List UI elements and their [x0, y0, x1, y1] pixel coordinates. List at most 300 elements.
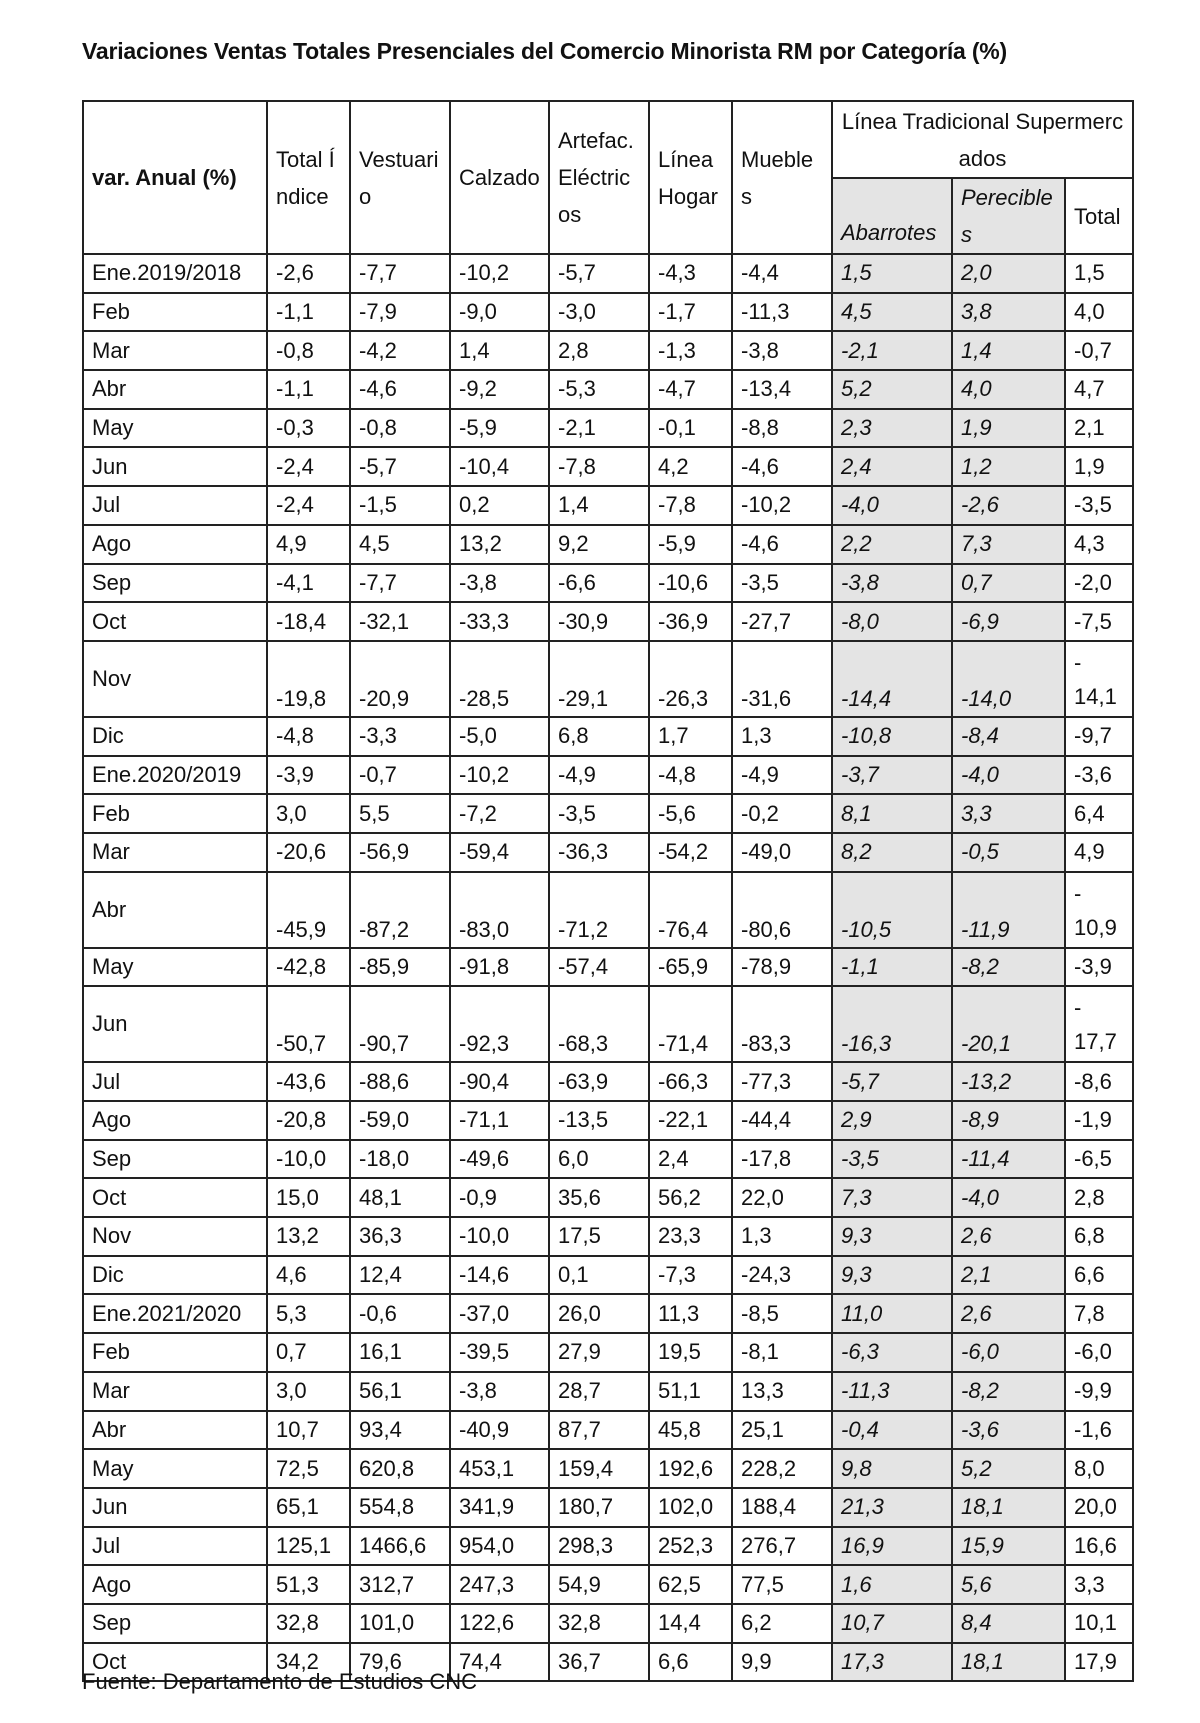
- cell-muebles: 22,0: [732, 1178, 832, 1217]
- cell-perecibles: 2,1: [952, 1256, 1065, 1295]
- cell-muebles: -4,9: [732, 756, 832, 795]
- cell-vestuario: -56,9: [350, 833, 450, 872]
- cell-calzado: -49,6: [450, 1140, 549, 1179]
- cell-calzado: -90,4: [450, 1062, 549, 1101]
- cell-artefactos: -13,5: [549, 1101, 649, 1140]
- cell-muebles: -17,8: [732, 1140, 832, 1179]
- table-row: [83, 564, 1133, 603]
- cell-linea-hogar: 2,4: [649, 1140, 732, 1179]
- table-row: [83, 1527, 1133, 1566]
- cell-total: 1,5: [1065, 254, 1133, 293]
- row-header-label: var. Anual (%): [83, 101, 267, 254]
- cell-calzado: 122,6: [450, 1604, 549, 1643]
- cell-artefactos: 28,7: [549, 1372, 649, 1411]
- cell-total-indice: 65,1: [267, 1488, 350, 1527]
- cell-perecibles: 5,2: [952, 1449, 1065, 1488]
- cell-calzado: 1,4: [450, 331, 549, 370]
- cell-total: -9,7: [1065, 717, 1133, 756]
- cell-artefactos: -63,9: [549, 1062, 649, 1101]
- row-label: Feb: [83, 794, 267, 833]
- cell-total: - 10,9: [1065, 872, 1133, 948]
- table-row: [83, 293, 1133, 332]
- table-row: [83, 331, 1133, 370]
- cell-perecibles: -11,4: [952, 1140, 1065, 1179]
- cell-vestuario: 5,5: [350, 794, 450, 833]
- cell-perecibles: 2,6: [952, 1294, 1065, 1333]
- cell-vestuario: -7,9: [350, 293, 450, 332]
- table-row: [83, 986, 1133, 1062]
- cell-perecibles: 2,6: [952, 1217, 1065, 1256]
- row-label: Ago: [83, 525, 267, 564]
- cell-abarrotes: 21,3: [832, 1488, 952, 1527]
- cell-total-indice: 0,7: [267, 1333, 350, 1372]
- cell-perecibles: 0,7: [952, 564, 1065, 603]
- cell-calzado: -5,9: [450, 409, 549, 448]
- cell-total: 4,9: [1065, 833, 1133, 872]
- cell-total: 4,3: [1065, 525, 1133, 564]
- cell-linea-hogar: 14,4: [649, 1604, 732, 1643]
- cell-perecibles: -20,1: [952, 986, 1065, 1062]
- cell-vestuario: 554,8: [350, 1488, 450, 1527]
- row-label: Sep: [83, 1604, 267, 1643]
- cell-linea-hogar: -5,6: [649, 794, 732, 833]
- cell-muebles: -24,3: [732, 1256, 832, 1295]
- cell-linea-hogar: -0,1: [649, 409, 732, 448]
- cell-artefactos: 9,2: [549, 525, 649, 564]
- cell-perecibles: -8,4: [952, 717, 1065, 756]
- row-label: Jul: [83, 486, 267, 525]
- cell-artefactos: 180,7: [549, 1488, 649, 1527]
- cell-muebles: -0,2: [732, 794, 832, 833]
- cell-artefactos: -68,3: [549, 986, 649, 1062]
- cell-linea-hogar: 56,2: [649, 1178, 732, 1217]
- cell-total-indice: -2,4: [267, 486, 350, 525]
- cell-vestuario: -0,6: [350, 1294, 450, 1333]
- cell-total-indice: 32,8: [267, 1604, 350, 1643]
- cell-abarrotes: 17,3: [832, 1643, 952, 1682]
- cell-linea-hogar: 11,3: [649, 1294, 732, 1333]
- cell-perecibles: 4,0: [952, 370, 1065, 409]
- cell-vestuario: 12,4: [350, 1256, 450, 1295]
- cell-total-indice: 4,9: [267, 525, 350, 564]
- table-row: [83, 1140, 1133, 1179]
- cell-total-indice: 4,6: [267, 1256, 350, 1295]
- table-row: [83, 794, 1133, 833]
- cell-muebles: -3,5: [732, 564, 832, 603]
- row-label: Dic: [83, 1256, 267, 1295]
- cell-calzado: -3,8: [450, 1372, 549, 1411]
- cell-total-indice: 3,0: [267, 1372, 350, 1411]
- cell-calzado: -0,9: [450, 1178, 549, 1217]
- cell-muebles: -13,4: [732, 370, 832, 409]
- cell-total: 2,1: [1065, 409, 1133, 448]
- cell-linea-hogar: 192,6: [649, 1449, 732, 1488]
- table-row: [83, 1217, 1133, 1256]
- cell-total-indice: -20,6: [267, 833, 350, 872]
- cell-artefactos: 159,4: [549, 1449, 649, 1488]
- cell-muebles: -8,5: [732, 1294, 832, 1333]
- cell-calzado: -83,0: [450, 872, 549, 948]
- cell-perecibles: -4,0: [952, 1178, 1065, 1217]
- cell-total-indice: -0,8: [267, 331, 350, 370]
- cell-calzado: -9,2: [450, 370, 549, 409]
- table-row: [83, 1604, 1133, 1643]
- cell-muebles: -4,4: [732, 254, 832, 293]
- row-label: Mar: [83, 331, 267, 370]
- row-label: May: [83, 948, 267, 987]
- cell-muebles: -27,7: [732, 602, 832, 641]
- cell-calzado: -40,9: [450, 1411, 549, 1450]
- row-label: Jul: [83, 1062, 267, 1101]
- cell-linea-hogar: -36,9: [649, 602, 732, 641]
- col-header-total: Total: [1065, 178, 1133, 254]
- row-label: Oct: [83, 1178, 267, 1217]
- cell-abarrotes: -10,8: [832, 717, 952, 756]
- cell-linea-hogar: -65,9: [649, 948, 732, 987]
- cell-calzado: 0,2: [450, 486, 549, 525]
- cell-abarrotes: 10,7: [832, 1604, 952, 1643]
- cell-abarrotes: -14,4: [832, 641, 952, 717]
- table-row: [83, 409, 1133, 448]
- cell-abarrotes: -5,7: [832, 1062, 952, 1101]
- cell-artefactos: 0,1: [549, 1256, 649, 1295]
- cell-calzado: 341,9: [450, 1488, 549, 1527]
- table-row: [83, 756, 1133, 795]
- cell-muebles: 77,5: [732, 1565, 832, 1604]
- cell-abarrotes: 4,5: [832, 293, 952, 332]
- cell-muebles: -77,3: [732, 1062, 832, 1101]
- cell-muebles: 188,4: [732, 1488, 832, 1527]
- cell-perecibles: -8,2: [952, 1372, 1065, 1411]
- cell-vestuario: -18,0: [350, 1140, 450, 1179]
- table-row: [83, 1488, 1133, 1527]
- cell-total: -0,7: [1065, 331, 1133, 370]
- cell-total: 6,4: [1065, 794, 1133, 833]
- cell-calzado: -10,2: [450, 756, 549, 795]
- cell-total: -3,5: [1065, 486, 1133, 525]
- cell-vestuario: 79,6: [350, 1643, 450, 1682]
- cell-calzado: 247,3: [450, 1565, 549, 1604]
- cell-total-indice: 15,0: [267, 1178, 350, 1217]
- cell-vestuario: -0,7: [350, 756, 450, 795]
- cell-vestuario: 312,7: [350, 1565, 450, 1604]
- cell-vestuario: -0,8: [350, 409, 450, 448]
- table-row: [83, 1178, 1133, 1217]
- cell-perecibles: 3,8: [952, 293, 1065, 332]
- cell-muebles: -8,8: [732, 409, 832, 448]
- cell-linea-hogar: -1,3: [649, 331, 732, 370]
- cell-muebles: -80,6: [732, 872, 832, 948]
- cell-linea-hogar: 252,3: [649, 1527, 732, 1566]
- row-label: Ago: [83, 1101, 267, 1140]
- row-label: Feb: [83, 293, 267, 332]
- cell-total: 4,0: [1065, 293, 1133, 332]
- cell-muebles: -44,4: [732, 1101, 832, 1140]
- col-header-perecibles: Perecibles: [952, 178, 1065, 254]
- cell-total: -6,0: [1065, 1333, 1133, 1372]
- row-label: Mar: [83, 833, 267, 872]
- row-label: Jun: [83, 1488, 267, 1527]
- cell-artefactos: -57,4: [549, 948, 649, 987]
- cell-artefactos: 36,7: [549, 1643, 649, 1682]
- cell-total: -1,9: [1065, 1101, 1133, 1140]
- cell-perecibles: -6,9: [952, 602, 1065, 641]
- cell-total-indice: -43,6: [267, 1062, 350, 1101]
- cell-total: -1,6: [1065, 1411, 1133, 1450]
- cell-linea-hogar: 19,5: [649, 1333, 732, 1372]
- cell-total-indice: 72,5: [267, 1449, 350, 1488]
- data-table: [82, 100, 1134, 1682]
- cell-perecibles: 1,2: [952, 447, 1065, 486]
- cell-vestuario: 56,1: [350, 1372, 450, 1411]
- cell-vestuario: -7,7: [350, 254, 450, 293]
- row-label: Feb: [83, 1333, 267, 1372]
- cell-muebles: -49,0: [732, 833, 832, 872]
- cell-perecibles: 5,6: [952, 1565, 1065, 1604]
- cell-calzado: -37,0: [450, 1294, 549, 1333]
- col-header-calzado: Calzado: [450, 101, 549, 254]
- cell-linea-hogar: -4,3: [649, 254, 732, 293]
- cell-muebles: 276,7: [732, 1527, 832, 1566]
- row-label: Ago: [83, 1565, 267, 1604]
- table-row: [83, 254, 1133, 293]
- cell-artefactos: -3,0: [549, 293, 649, 332]
- cell-abarrotes: -1,1: [832, 948, 952, 987]
- cell-artefactos: -4,9: [549, 756, 649, 795]
- table-row: [83, 1294, 1133, 1333]
- cell-total: 4,7: [1065, 370, 1133, 409]
- table-row: [83, 1372, 1133, 1411]
- cell-linea-hogar: 23,3: [649, 1217, 732, 1256]
- cell-calzado: -92,3: [450, 986, 549, 1062]
- cell-muebles: 228,2: [732, 1449, 832, 1488]
- cell-artefactos: 26,0: [549, 1294, 649, 1333]
- cell-abarrotes: -3,8: [832, 564, 952, 603]
- cell-total: 10,1: [1065, 1604, 1133, 1643]
- cell-artefactos: -30,9: [549, 602, 649, 641]
- row-label: May: [83, 1449, 267, 1488]
- cell-total-indice: 3,0: [267, 794, 350, 833]
- cell-linea-hogar: 62,5: [649, 1565, 732, 1604]
- cell-linea-hogar: -7,3: [649, 1256, 732, 1295]
- cell-abarrotes: 9,8: [832, 1449, 952, 1488]
- cell-muebles: 6,2: [732, 1604, 832, 1643]
- cell-artefactos: -5,3: [549, 370, 649, 409]
- cell-muebles: -10,2: [732, 486, 832, 525]
- cell-calzado: -39,5: [450, 1333, 549, 1372]
- cell-artefactos: 2,8: [549, 331, 649, 370]
- table-row: [83, 872, 1133, 948]
- source-note: Fuente: Departamento de Estudios CNC: [82, 1669, 477, 1694]
- cell-total: 6,6: [1065, 1256, 1133, 1295]
- cell-calzado: -28,5: [450, 641, 549, 717]
- cell-abarrotes: 2,9: [832, 1101, 952, 1140]
- cell-abarrotes: 11,0: [832, 1294, 952, 1333]
- cell-vestuario: -32,1: [350, 602, 450, 641]
- cell-total: 1,9: [1065, 447, 1133, 486]
- table-row: [83, 833, 1133, 872]
- cell-abarrotes: 9,3: [832, 1256, 952, 1295]
- row-label: Abr: [83, 370, 267, 409]
- cell-abarrotes: -10,5: [832, 872, 952, 948]
- col-header-linea-hogar: Línea Hogar: [649, 101, 732, 254]
- cell-total-indice: -3,9: [267, 756, 350, 795]
- cell-artefactos: 298,3: [549, 1527, 649, 1566]
- col-header-abarrotes: Abarrotes: [832, 178, 952, 254]
- col-header-muebles: Muebles: [732, 101, 832, 254]
- cell-total-indice: 34,2: [267, 1643, 350, 1682]
- cell-perecibles: -13,2: [952, 1062, 1065, 1101]
- cell-linea-hogar: -71,4: [649, 986, 732, 1062]
- cell-linea-hogar: 45,8: [649, 1411, 732, 1450]
- cell-abarrotes: 1,5: [832, 254, 952, 293]
- row-label: Jun: [83, 986, 267, 1062]
- cell-linea-hogar: -5,9: [649, 525, 732, 564]
- cell-calzado: 13,2: [450, 525, 549, 564]
- table-row: [83, 447, 1133, 486]
- table-row: [83, 1411, 1133, 1450]
- cell-abarrotes: 8,2: [832, 833, 952, 872]
- cell-vestuario: 93,4: [350, 1411, 450, 1450]
- cell-artefactos: -36,3: [549, 833, 649, 872]
- cell-linea-hogar: -1,7: [649, 293, 732, 332]
- cell-total-indice: -4,8: [267, 717, 350, 756]
- row-label: Mar: [83, 1372, 267, 1411]
- cell-muebles: -31,6: [732, 641, 832, 717]
- cell-total: 2,8: [1065, 1178, 1133, 1217]
- cell-abarrotes: 2,4: [832, 447, 952, 486]
- row-label: Abr: [83, 1411, 267, 1450]
- row-label: Sep: [83, 564, 267, 603]
- row-label: May: [83, 409, 267, 448]
- cell-total: 20,0: [1065, 1488, 1133, 1527]
- table-row: [83, 1101, 1133, 1140]
- cell-artefactos: 17,5: [549, 1217, 649, 1256]
- cell-abarrotes: -3,5: [832, 1140, 952, 1179]
- cell-vestuario: -87,2: [350, 872, 450, 948]
- row-label: Oct: [83, 1643, 267, 1682]
- cell-total-indice: 10,7: [267, 1411, 350, 1450]
- cell-calzado: 74,4: [450, 1643, 549, 1682]
- cell-artefactos: 6,0: [549, 1140, 649, 1179]
- cell-calzado: -71,1: [450, 1101, 549, 1140]
- cell-abarrotes: 7,3: [832, 1178, 952, 1217]
- cell-total: -3,9: [1065, 948, 1133, 987]
- table-row: [83, 641, 1133, 717]
- cell-linea-hogar: 51,1: [649, 1372, 732, 1411]
- cell-vestuario: -59,0: [350, 1101, 450, 1140]
- cell-muebles: -78,9: [732, 948, 832, 987]
- cell-calzado: -5,0: [450, 717, 549, 756]
- col-group-header-supermercados: Línea Tradicional Supermercados: [832, 101, 1133, 178]
- cell-muebles: 25,1: [732, 1411, 832, 1450]
- cell-total-indice: -2,4: [267, 447, 350, 486]
- cell-total-indice: -1,1: [267, 293, 350, 332]
- cell-abarrotes: -0,4: [832, 1411, 952, 1450]
- cell-abarrotes: -3,7: [832, 756, 952, 795]
- cell-perecibles: -14,0: [952, 641, 1065, 717]
- cell-total: 16,6: [1065, 1527, 1133, 1566]
- row-label: Dic: [83, 717, 267, 756]
- cell-calzado: -10,2: [450, 254, 549, 293]
- cell-abarrotes: -4,0: [832, 486, 952, 525]
- cell-total: 3,3: [1065, 1565, 1133, 1604]
- cell-linea-hogar: -22,1: [649, 1101, 732, 1140]
- cell-calzado: -3,8: [450, 564, 549, 603]
- cell-vestuario: -1,5: [350, 486, 450, 525]
- table-row: [83, 370, 1133, 409]
- table-row: [83, 717, 1133, 756]
- cell-vestuario: -85,9: [350, 948, 450, 987]
- cell-total: - 14,1: [1065, 641, 1133, 717]
- cell-muebles: 9,9: [732, 1643, 832, 1682]
- cell-calzado: -9,0: [450, 293, 549, 332]
- cell-perecibles: -11,9: [952, 872, 1065, 948]
- row-label: Jul: [83, 1527, 267, 1566]
- cell-artefactos: -71,2: [549, 872, 649, 948]
- cell-total: -8,6: [1065, 1062, 1133, 1101]
- cell-vestuario: -7,7: [350, 564, 450, 603]
- cell-calzado: -91,8: [450, 948, 549, 987]
- cell-perecibles: 18,1: [952, 1488, 1065, 1527]
- cell-calzado: -33,3: [450, 602, 549, 641]
- cell-muebles: -4,6: [732, 525, 832, 564]
- cell-perecibles: -0,5: [952, 833, 1065, 872]
- cell-muebles: 1,3: [732, 1217, 832, 1256]
- cell-linea-hogar: 6,6: [649, 1643, 732, 1682]
- col-header-artefactos: Artefac. Eléctricos: [549, 101, 649, 254]
- cell-total: 8,0: [1065, 1449, 1133, 1488]
- row-label: Jun: [83, 447, 267, 486]
- cell-muebles: -3,8: [732, 331, 832, 370]
- page-title: Variaciones Ventas Totales Presenciales del Comercio Minorista RM por Categoría (%): [82, 38, 1008, 64]
- row-label: Nov: [83, 641, 267, 717]
- cell-perecibles: -8,9: [952, 1101, 1065, 1140]
- cell-total: -9,9: [1065, 1372, 1133, 1411]
- cell-vestuario: 4,5: [350, 525, 450, 564]
- cell-total: 6,8: [1065, 1217, 1133, 1256]
- cell-total-indice: -2,6: [267, 254, 350, 293]
- cell-vestuario: 1466,6: [350, 1527, 450, 1566]
- cell-total-indice: 5,3: [267, 1294, 350, 1333]
- cell-total-indice: -20,8: [267, 1101, 350, 1140]
- cell-linea-hogar: 1,7: [649, 717, 732, 756]
- cell-total-indice: 13,2: [267, 1217, 350, 1256]
- cell-artefactos: 32,8: [549, 1604, 649, 1643]
- cell-perecibles: -6,0: [952, 1333, 1065, 1372]
- cell-linea-hogar: -54,2: [649, 833, 732, 872]
- row-label: Oct: [83, 602, 267, 641]
- cell-total-indice: -42,8: [267, 948, 350, 987]
- cell-calzado: -59,4: [450, 833, 549, 872]
- cell-total: 17,9: [1065, 1643, 1133, 1682]
- cell-artefactos: 27,9: [549, 1333, 649, 1372]
- row-label: Sep: [83, 1140, 267, 1179]
- cell-calzado: -10,4: [450, 447, 549, 486]
- table-row: [83, 1449, 1133, 1488]
- cell-abarrotes: 5,2: [832, 370, 952, 409]
- table-row: [83, 486, 1133, 525]
- cell-artefactos: -5,7: [549, 254, 649, 293]
- cell-calzado: -7,2: [450, 794, 549, 833]
- table-row: [83, 1062, 1133, 1101]
- cell-total-indice: -10,0: [267, 1140, 350, 1179]
- cell-muebles: -11,3: [732, 293, 832, 332]
- cell-artefactos: 35,6: [549, 1178, 649, 1217]
- cell-abarrotes: 8,1: [832, 794, 952, 833]
- cell-total-indice: 51,3: [267, 1565, 350, 1604]
- cell-calzado: 954,0: [450, 1527, 549, 1566]
